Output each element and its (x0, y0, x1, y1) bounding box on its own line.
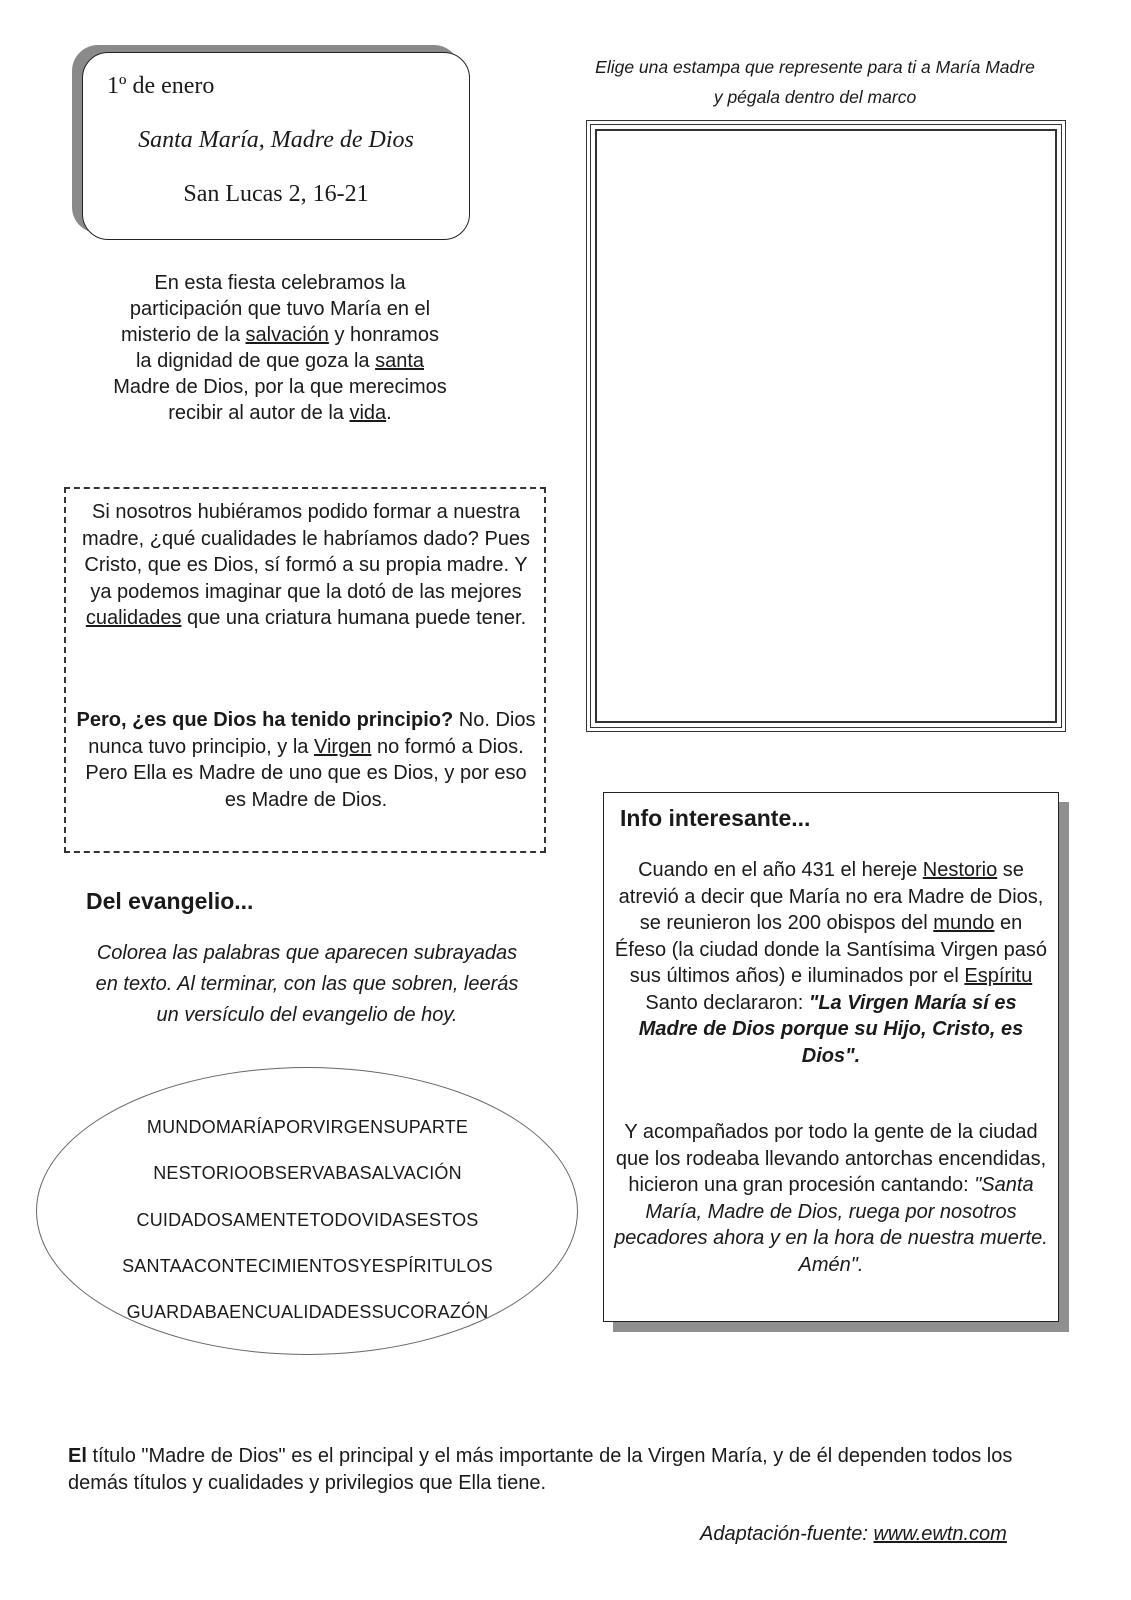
underlined-word-espiritu: Espíritu (964, 965, 1033, 987)
reflection-paragraph-1 (76, 499, 536, 632)
reflection-question: Pero, ¿es que Dios ha tenido principio? (76, 709, 454, 731)
reflection-text-3: No. Dios nunca tuvo principio, y la (88, 709, 536, 758)
gospel-instructions: Colorea las palabras que aparecen subrayadas en texto. Al terminar, con las que sobren, leerás un versículo del evangelio de hoy. (95, 942, 519, 1026)
underlined-word-virgen: Virgen (313, 735, 372, 758)
reflection-text-1: Si nosotros hubiéramos podido formar a nuestra madre, ¿qué cualidades le habríamos dado? Pues Cristo, que es Dios, sí formó a su propia madre. Y ya podemos imaginar que la dotó de las mejores (81, 501, 531, 603)
intro-text-1: En esta fiesta celebramos la participación que tuvo María en el misterio de la (121, 272, 431, 346)
info-prayer-quote: "Santa María, Madre de Dios, ruega por nosotros pecadores ahora y en la hora de nuestra muerte. Amén". (614, 1174, 1048, 1276)
underlined-word-santa: santa (375, 350, 425, 372)
picture-frame (586, 120, 1066, 732)
source-credit (700, 1523, 1007, 1546)
gospel-reference: San Lucas 2, 16-21 (183, 181, 369, 207)
intro-text-4: . (386, 402, 392, 424)
info-title: Info interesante... (620, 805, 811, 831)
info-box (603, 792, 1059, 1322)
info-text-1: Cuando en el año 431 el hereje (638, 859, 923, 881)
reflection-box (64, 487, 546, 853)
info-paragraph-2 (614, 1119, 1048, 1278)
underlined-word-mundo: mundo (933, 912, 995, 934)
info-paragraph-1 (614, 857, 1048, 1069)
frame-border-innermost (595, 129, 1057, 723)
gospel-title: Del evangelio... (86, 888, 254, 914)
letter-row: GUARDABAENCUALIDADESSUCORAZÓN (126, 1302, 489, 1322)
reflection-text-2: que una criatura humana puede tener. (181, 607, 527, 629)
photo-instruction-line-2: y pégala dentro del marco (713, 87, 917, 107)
underlined-word-vida: vida (349, 402, 387, 424)
photo-instructions (545, 52, 1085, 112)
source-link[interactable]: www.ewtn.com (873, 1523, 1007, 1545)
feast-name: Santa María, Madre de Dios (138, 127, 414, 153)
info-text-3: en Éfeso (la ciudad donde la Santísima Virgen pasó sus últimos años) e iluminados por el (614, 912, 1048, 987)
letter-row: NESTORIOOBSERVABASALVACIÓN (153, 1163, 462, 1183)
source-label: Adaptación-fuente: (700, 1523, 874, 1545)
info-text-5: Y acompañados por todo la gente de la ciudad que los rodeaba llevando antorchas encendidas, hicieron una gran procesión cantando: (615, 1121, 1047, 1196)
intro-paragraph (112, 270, 448, 426)
underlined-word-cualidades: cualidades (85, 607, 182, 629)
letter-row: SANTAACONTECIMIENTOSYESPÍRITULOS (122, 1256, 493, 1276)
intro-text-2: y honramos la dignidad de que goza la (135, 324, 439, 372)
info-quote: "La Virgen María sí es Madre de Dios porque su Hijo, Cristo, es Dios". (638, 991, 1024, 1067)
info-text-4: Santo declararon: (645, 991, 809, 1014)
intro-text-3: Madre de Dios, por la que merecimos recibir al autor de la (113, 376, 447, 424)
footer-paragraph (68, 1443, 1068, 1497)
header-box (82, 52, 470, 240)
feast-date: 1º de enero (107, 73, 215, 99)
footer-first-word: El (68, 1445, 87, 1467)
underlined-word-nestorio: Nestorio (922, 859, 998, 881)
footer-text: título "Madre de Dios" es el principal y el más importante de la Virgen María, y de él dependen todos los demás títulos y cualidades y privilegios que Ella tiene. (68, 1445, 1013, 1494)
underlined-word-salvacion: salvación (245, 324, 329, 346)
info-text-2: se atrevió a decir que María no era Madre de Dios, se reunieron los 200 obispos del (618, 859, 1044, 934)
reflection-text-4: no formó a Dios. Pero Ella es Madre de uno que es Dios, y por eso es Madre de Dios. (85, 735, 527, 811)
reflection-paragraph-2 (76, 707, 536, 813)
photo-instruction-line-1: Elige una estampa que represente para ti a María Madre (595, 57, 1035, 77)
letter-row: CUIDADOSAMENTETODOVIDASESTOS (136, 1210, 479, 1230)
letter-row: MUNDOMARÍAPORVIRGENSUPARTE (146, 1117, 469, 1137)
